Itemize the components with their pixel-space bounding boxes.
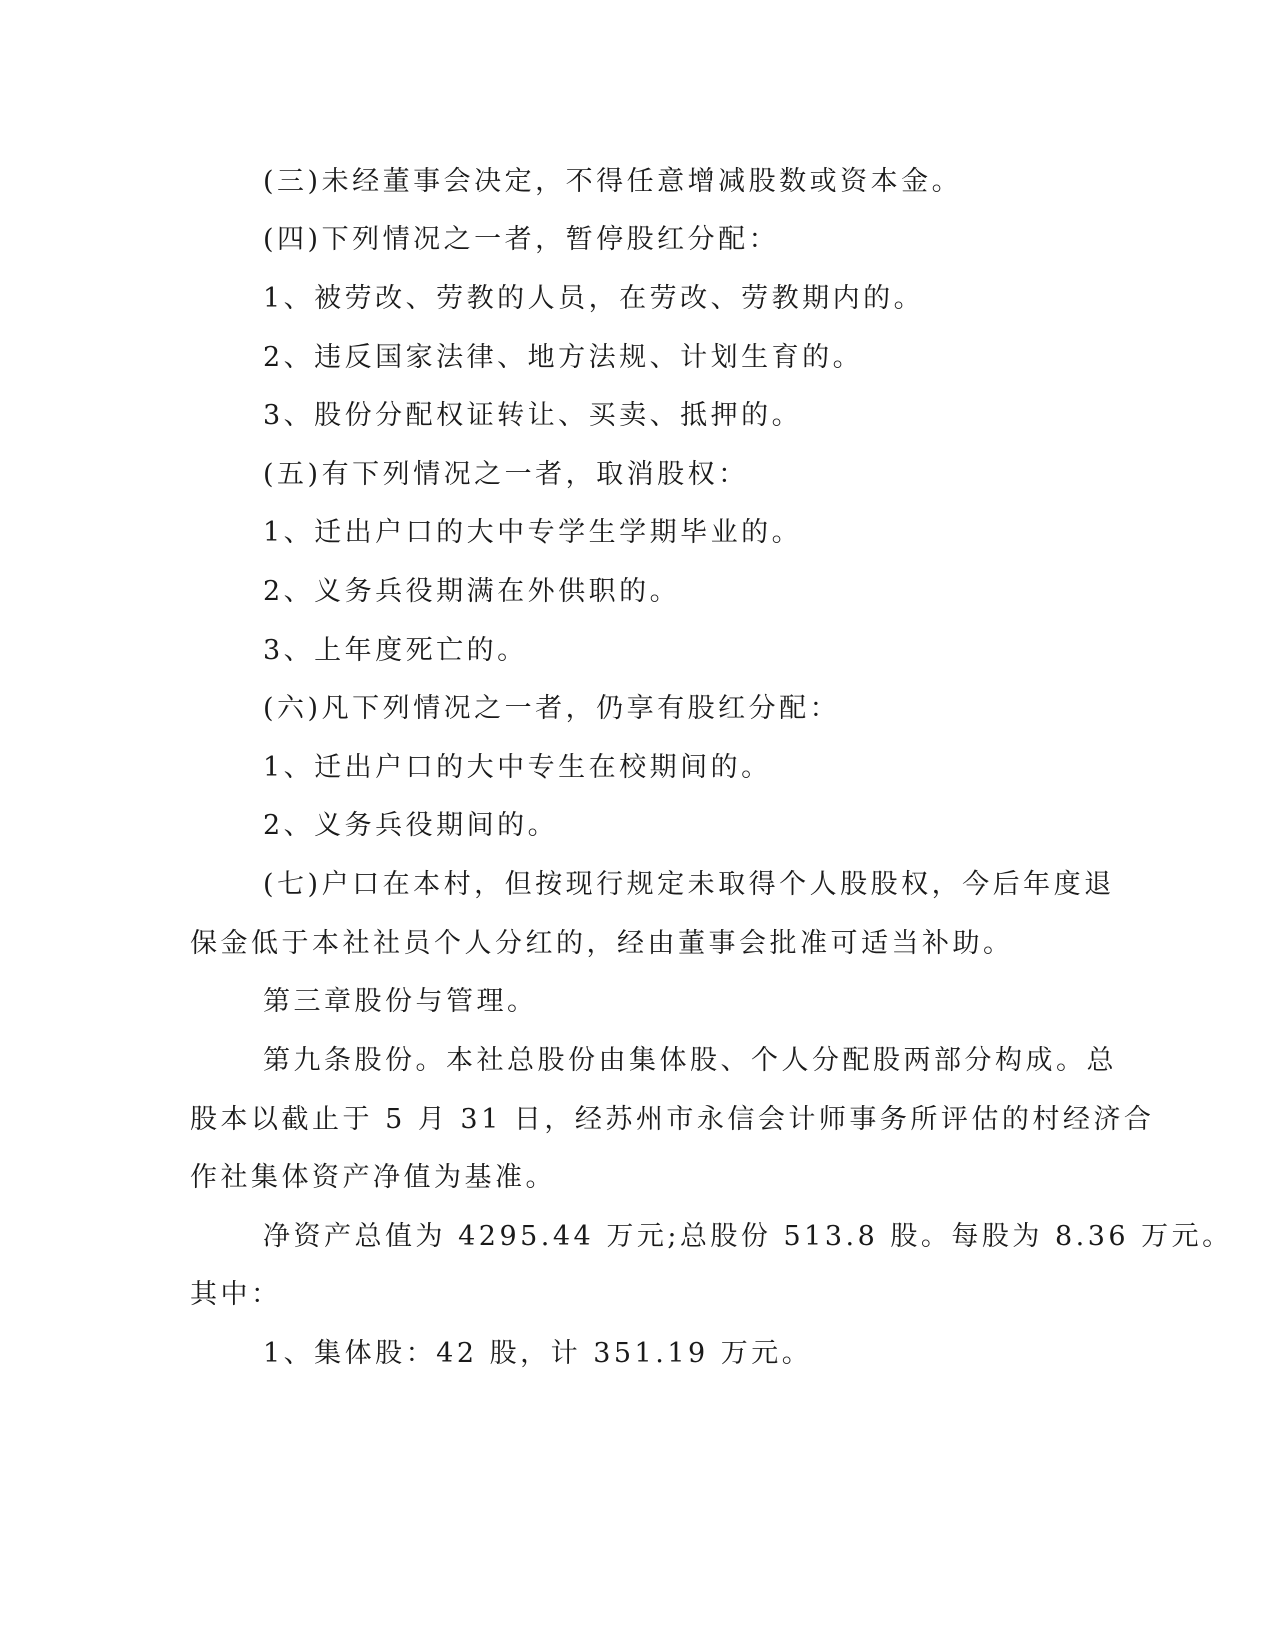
paragraph-line: 股本以截止于 5 月 31 日，经苏州市永信会计师事务所评估的村经济合: [190, 1104, 1155, 1135]
paragraph-line: 作社集体资产净值为基准。: [190, 1162, 556, 1193]
paragraph-line: (六)凡下列情况之一者，仍享有股红分配：: [263, 693, 841, 724]
paragraph-line: 2、义务兵役期满在外供职的。: [263, 576, 681, 607]
paragraph-line: 保金低于本社社员个人分红的，经由董事会批准可适当补助。: [190, 928, 1014, 959]
paragraph-line: 其中：: [190, 1279, 282, 1310]
paragraph-line: 3、股份分配权证转让、买卖、抵押的。: [263, 400, 803, 431]
paragraph-line: 净资产总值为 4295.44 万元;总股份 513.8 股。每股为 8.36 万元。: [263, 1221, 1233, 1252]
paragraph-line: 第九条股份。本社总股份由集体股、个人分配股两部分构成。总: [263, 1045, 1117, 1076]
paragraph-line: 1、迁出户口的大中专生在校期间的。: [263, 752, 772, 783]
paragraph-line: 1、迁出户口的大中专学生学期毕业的。: [263, 517, 803, 548]
paragraph-line: 2、义务兵役期间的。: [263, 810, 559, 841]
section-heading: 第三章股份与管理。: [263, 986, 538, 1017]
paragraph-line: (四)下列情况之一者，暂停股红分配：: [263, 224, 780, 255]
paragraph-line: (七)户口在本村，但按现行规定未取得个人股股权，今后年度退: [263, 869, 1115, 900]
paragraph-line: 1、被劳改、劳教的人员，在劳改、劳教期内的。: [263, 283, 925, 314]
paragraph-line: (五)有下列情况之一者，取消股权：: [263, 459, 749, 490]
paragraph-line: 3、上年度死亡的。: [263, 635, 528, 666]
paragraph-line: 2、违反国家法律、地方法规、计划生育的。: [263, 342, 864, 373]
paragraph-line: (三)未经董事会决定，不得任意增减股数或资本金。: [263, 166, 963, 197]
paragraph-line: 1、集体股：42 股，计 351.19 万元。: [263, 1338, 813, 1369]
